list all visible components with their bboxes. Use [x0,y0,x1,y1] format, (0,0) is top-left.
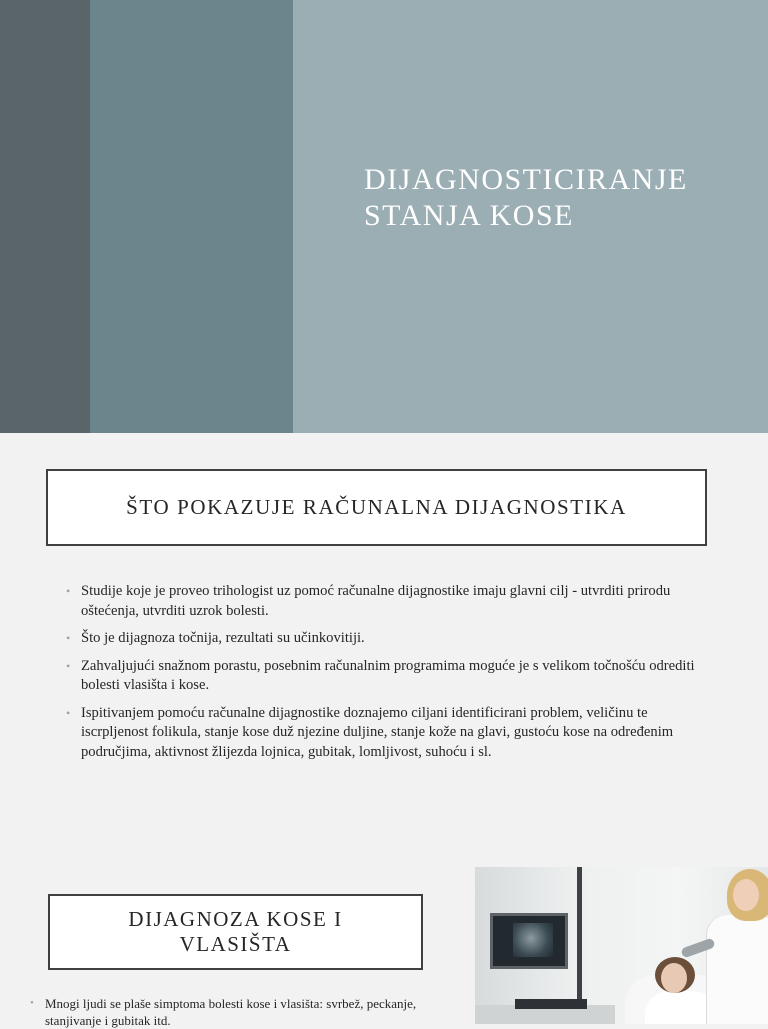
list-item: • Studije koje je proveo trihologist uz pomoć računalne dijagnostike imaju glavni cilj - utvrditi prirodu oštećenja, utvrditi uzrok bolesti. [66,583,671,619]
section-heading-box [48,894,423,970]
bullet-icon: • [66,631,71,645]
title-slide [0,0,768,433]
color-band-dark [0,0,90,433]
photo-keyboard [515,999,587,1009]
bullet-icon: • [30,997,34,1009]
content-slide-partial [0,863,768,1028]
list-item: • Mnogi ljudi se plaše simptoma bolesti kose i vlasišta: svrbež, peckanje, stanjivanje i gubitak itd. [30,996,417,1028]
photo-patient-face [661,963,687,993]
content-slide [0,433,768,863]
list-item: • Zahvaljujući snažnom porastu, posebnim računalnim programima moguće je s velikom točnošću odrediti bolesti vlasišta i kose. [66,657,695,693]
bullet-icon: • [66,705,71,720]
photo-specialist-face [733,879,759,911]
list-item: • Što je dijagnoza točnija, rezultati su učinkovitiji. [66,629,698,649]
bullet-icon: • [66,658,71,673]
bullet-icon: • [66,584,71,598]
bullet-list [66,582,698,770]
section-heading: DIJAGNOZA KOSE I VLASIŠTA [128,907,343,956]
photo-specialist-body [707,915,768,1024]
hair-diagnosis-photo [475,867,768,1024]
section-heading-box [46,469,707,546]
section-heading: ŠTO POKAZUJE RAČUNALNA DIJAGNOSTIKA [126,495,627,519]
list-item: • Ispitivanjem pomoću računalne dijagnostike doznajemo ciljani identificirani problem, veličinu te iscrpljenost folikula, stanje kose duž njezine duljine, stanje kože na glavi, gustoću kose na određenim područjima, aktivnost žlijezda lojnica, gubitak, lomljivost, suhoću i sl. [66,704,674,760]
photo-monitor-screen [513,923,553,957]
slide-title: DIJAGNOSTICIRANJE STANJA KOSE [364,163,688,232]
color-band-mid [90,0,293,433]
